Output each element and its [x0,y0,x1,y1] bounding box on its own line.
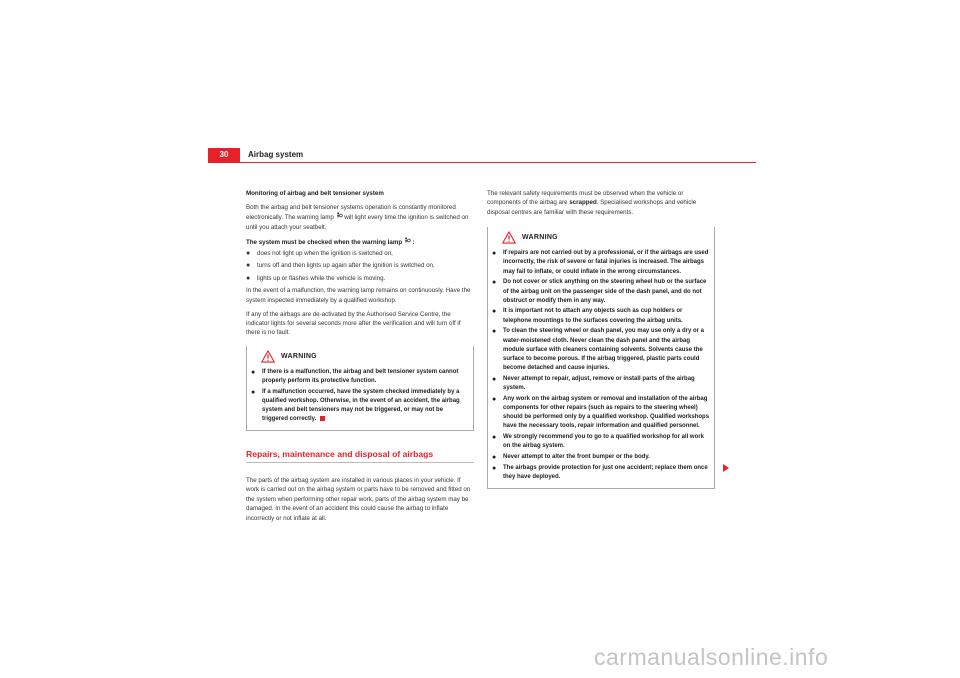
list-item: ● does not light up when the ignition is switched on, [246,250,393,258]
disposal-paragraph: The relevant safety requirements must be observed when the vehicle or components of the airbag are scrapped. Specialised workshops and vehicle disposal centres are familiar with these requirements. [487,190,697,216]
warning-item: ● If there is a malfunction, the airbag and belt tensioner system cannot properly perform its protective function. [251,368,459,384]
warning-item: ● Never attempt to repair, adjust, remove or install parts of the airbag system. [492,375,695,392]
end-of-section-icon [320,416,325,421]
watermark: carmanualsonline.info [594,644,829,670]
header-divider [208,162,756,163]
warning-box [487,227,715,488]
warning-item: ● If repairs are not carried out by a professional, or if the airbags are used incorrectly, the risk of severe or fatal injuries is increased. The airbags may fail to inflate, or could inflate in the wrong circumstances. [492,250,709,275]
monitoring-paragraph: Both the airbag and belt tensioner systems operation is constantly monitored electronically. The warning lamp will light every time the ignition is switched on until you attach your seatbelt. [246,203,469,231]
warning-item: ● Any work on the airbag system or removal and installation of the airbag components for other repairs (such as repairs to the steering wheel) should be performed only by a qualified workshop. Qualified workshops have the necessary tools, repair information and qualified personnel. [492,395,710,430]
left-column [246,189,474,528]
warning-title: WARNING [281,352,317,360]
airbag-warning-lamp-icon [336,214,343,221]
list-item: ● turns off and then lights up again after the ignition is switched on, [246,262,435,270]
section-title: Repairs, maintenance and disposal of airbags [246,448,474,463]
page-header-title: Airbag system [248,150,304,159]
warning-header [261,350,469,363]
warning-item: ● We strongly recommend you to go to a qualified workshop for all work on the airbag system. [492,434,704,450]
section-paragraph: The parts of the airbag system are installed in various places in your vehicle. If work is carried out on the airbag system or parts have to be removed and fitted on the system when performing other repair work, parts of the airbag system may be damaged. In the event of an accident this could cause the airbag to inflate incorrectly or not inflate at all. [246,477,471,522]
warning-item: ● It is important not to attach any objects such as cup holders or telephone mountings to the surfaces covering the airbag units. [492,308,683,324]
airbag-warning-lamp-icon [404,239,411,246]
monitoring-heading: Monitoring of airbag and belt tensioner system [246,190,384,197]
page-number: 30 [208,148,240,162]
warning-title: WARNING [522,234,558,242]
warning-item: ● To clean the steering wheel or dash panel, you may use only a dry or a water-moistened cloth. Never clean the dash panel and the airbag module surface with cleaners containing solvents. Solvents cause the surface to become porous. If the airbag triggered, plastic parts could become detached and cause injuries. [492,328,704,372]
right-column [487,189,715,489]
next-page-arrow-icon[interactable] [723,464,729,472]
check-heading: The system must be checked when the warning lamp : [246,238,415,246]
warning-header [502,231,710,244]
warning-box [246,346,474,431]
warning-item: ● Do not cover or stick anything on the steering wheel hub or the surface of the airbag unit on the passenger side of the dash panel, and do not obstruct or modify them in any way. [492,279,707,304]
malfunction-paragraph: In the event of a malfunction, the warning lamp remains on continuously. Have the system inspected immediately by a qualified workshop. [246,287,471,304]
warning-item: ● Never attempt to alter the front bumper or the body. [492,453,650,461]
warning-item: ● The airbags provide protection for just one accident; replace them once they have deployed. [492,464,708,480]
list-item: ● lights up or flashes while the vehicle is moving. [246,274,386,282]
deactivation-paragraph: If any of the airbags are de-activated by the Authorised Service Centre, the indicator lights for several seconds more after the verification and will turn off if there is no fault. [246,310,461,337]
warning-triangle-icon [502,231,516,244]
warning-triangle-icon [261,350,275,363]
warning-item: ● If a malfunction occurred, have the system checked immediately by a qualified workshop. Otherwise, in the event of an accident, the airbag system and belt tensioners may not be triggered, or may not be triggered correctly. [251,388,460,423]
